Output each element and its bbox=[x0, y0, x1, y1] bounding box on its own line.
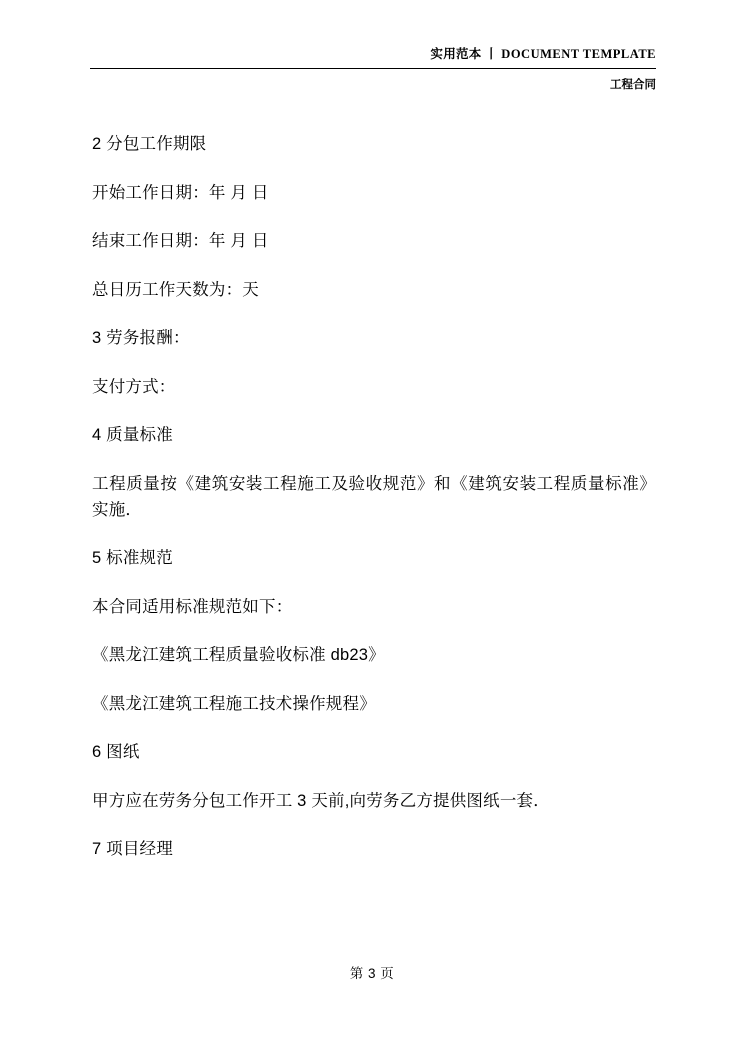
page-number: 第 3 页 bbox=[349, 966, 395, 981]
paragraph: 5 标准规范 bbox=[92, 549, 173, 568]
paragraph: 总日历工作天数为：天 bbox=[92, 280, 259, 299]
header-doc-type: 工程合同 bbox=[610, 79, 656, 91]
paragraph: 4 质量标准 bbox=[92, 426, 173, 445]
paragraph: 甲方应在劳务分包工作开工 3 天前,向劳务乙方提供图纸一套． bbox=[92, 791, 550, 810]
document-body bbox=[92, 132, 656, 886]
page-header bbox=[90, 44, 656, 92]
paragraph: 《黑龙江建筑工程质量验收标准 db23》 bbox=[92, 646, 385, 665]
paragraph: 支付方式： bbox=[92, 377, 176, 396]
header-divider bbox=[90, 68, 656, 69]
paragraph: 2 分包工作期限 bbox=[92, 135, 207, 153]
header-separator: 丨 bbox=[485, 47, 498, 61]
header-brand bbox=[90, 44, 656, 62]
paragraph: 结束工作日期：年 月 日 bbox=[92, 232, 269, 251]
paragraph: 7 项目经理 bbox=[92, 840, 173, 859]
page-footer bbox=[0, 962, 744, 982]
paragraph: 6 图纸 bbox=[92, 743, 140, 762]
header-brand-cn: 实用范本 bbox=[430, 47, 482, 61]
header-brand-en: DOCUMENT TEMPLATE bbox=[501, 47, 656, 61]
paragraph: 本合同适用标准规范如下： bbox=[92, 597, 293, 616]
paragraph: 《黑龙江建筑工程施工技术操作规程》 bbox=[92, 694, 376, 713]
paragraph: 3 劳务报酬： bbox=[92, 329, 190, 348]
paragraph: 开始工作日期：年 月 日 bbox=[92, 183, 269, 202]
paragraph: 工程质量按《建筑安装工程施工及验收规范》和《建筑安装工程质量标准》实施． bbox=[92, 474, 656, 519]
